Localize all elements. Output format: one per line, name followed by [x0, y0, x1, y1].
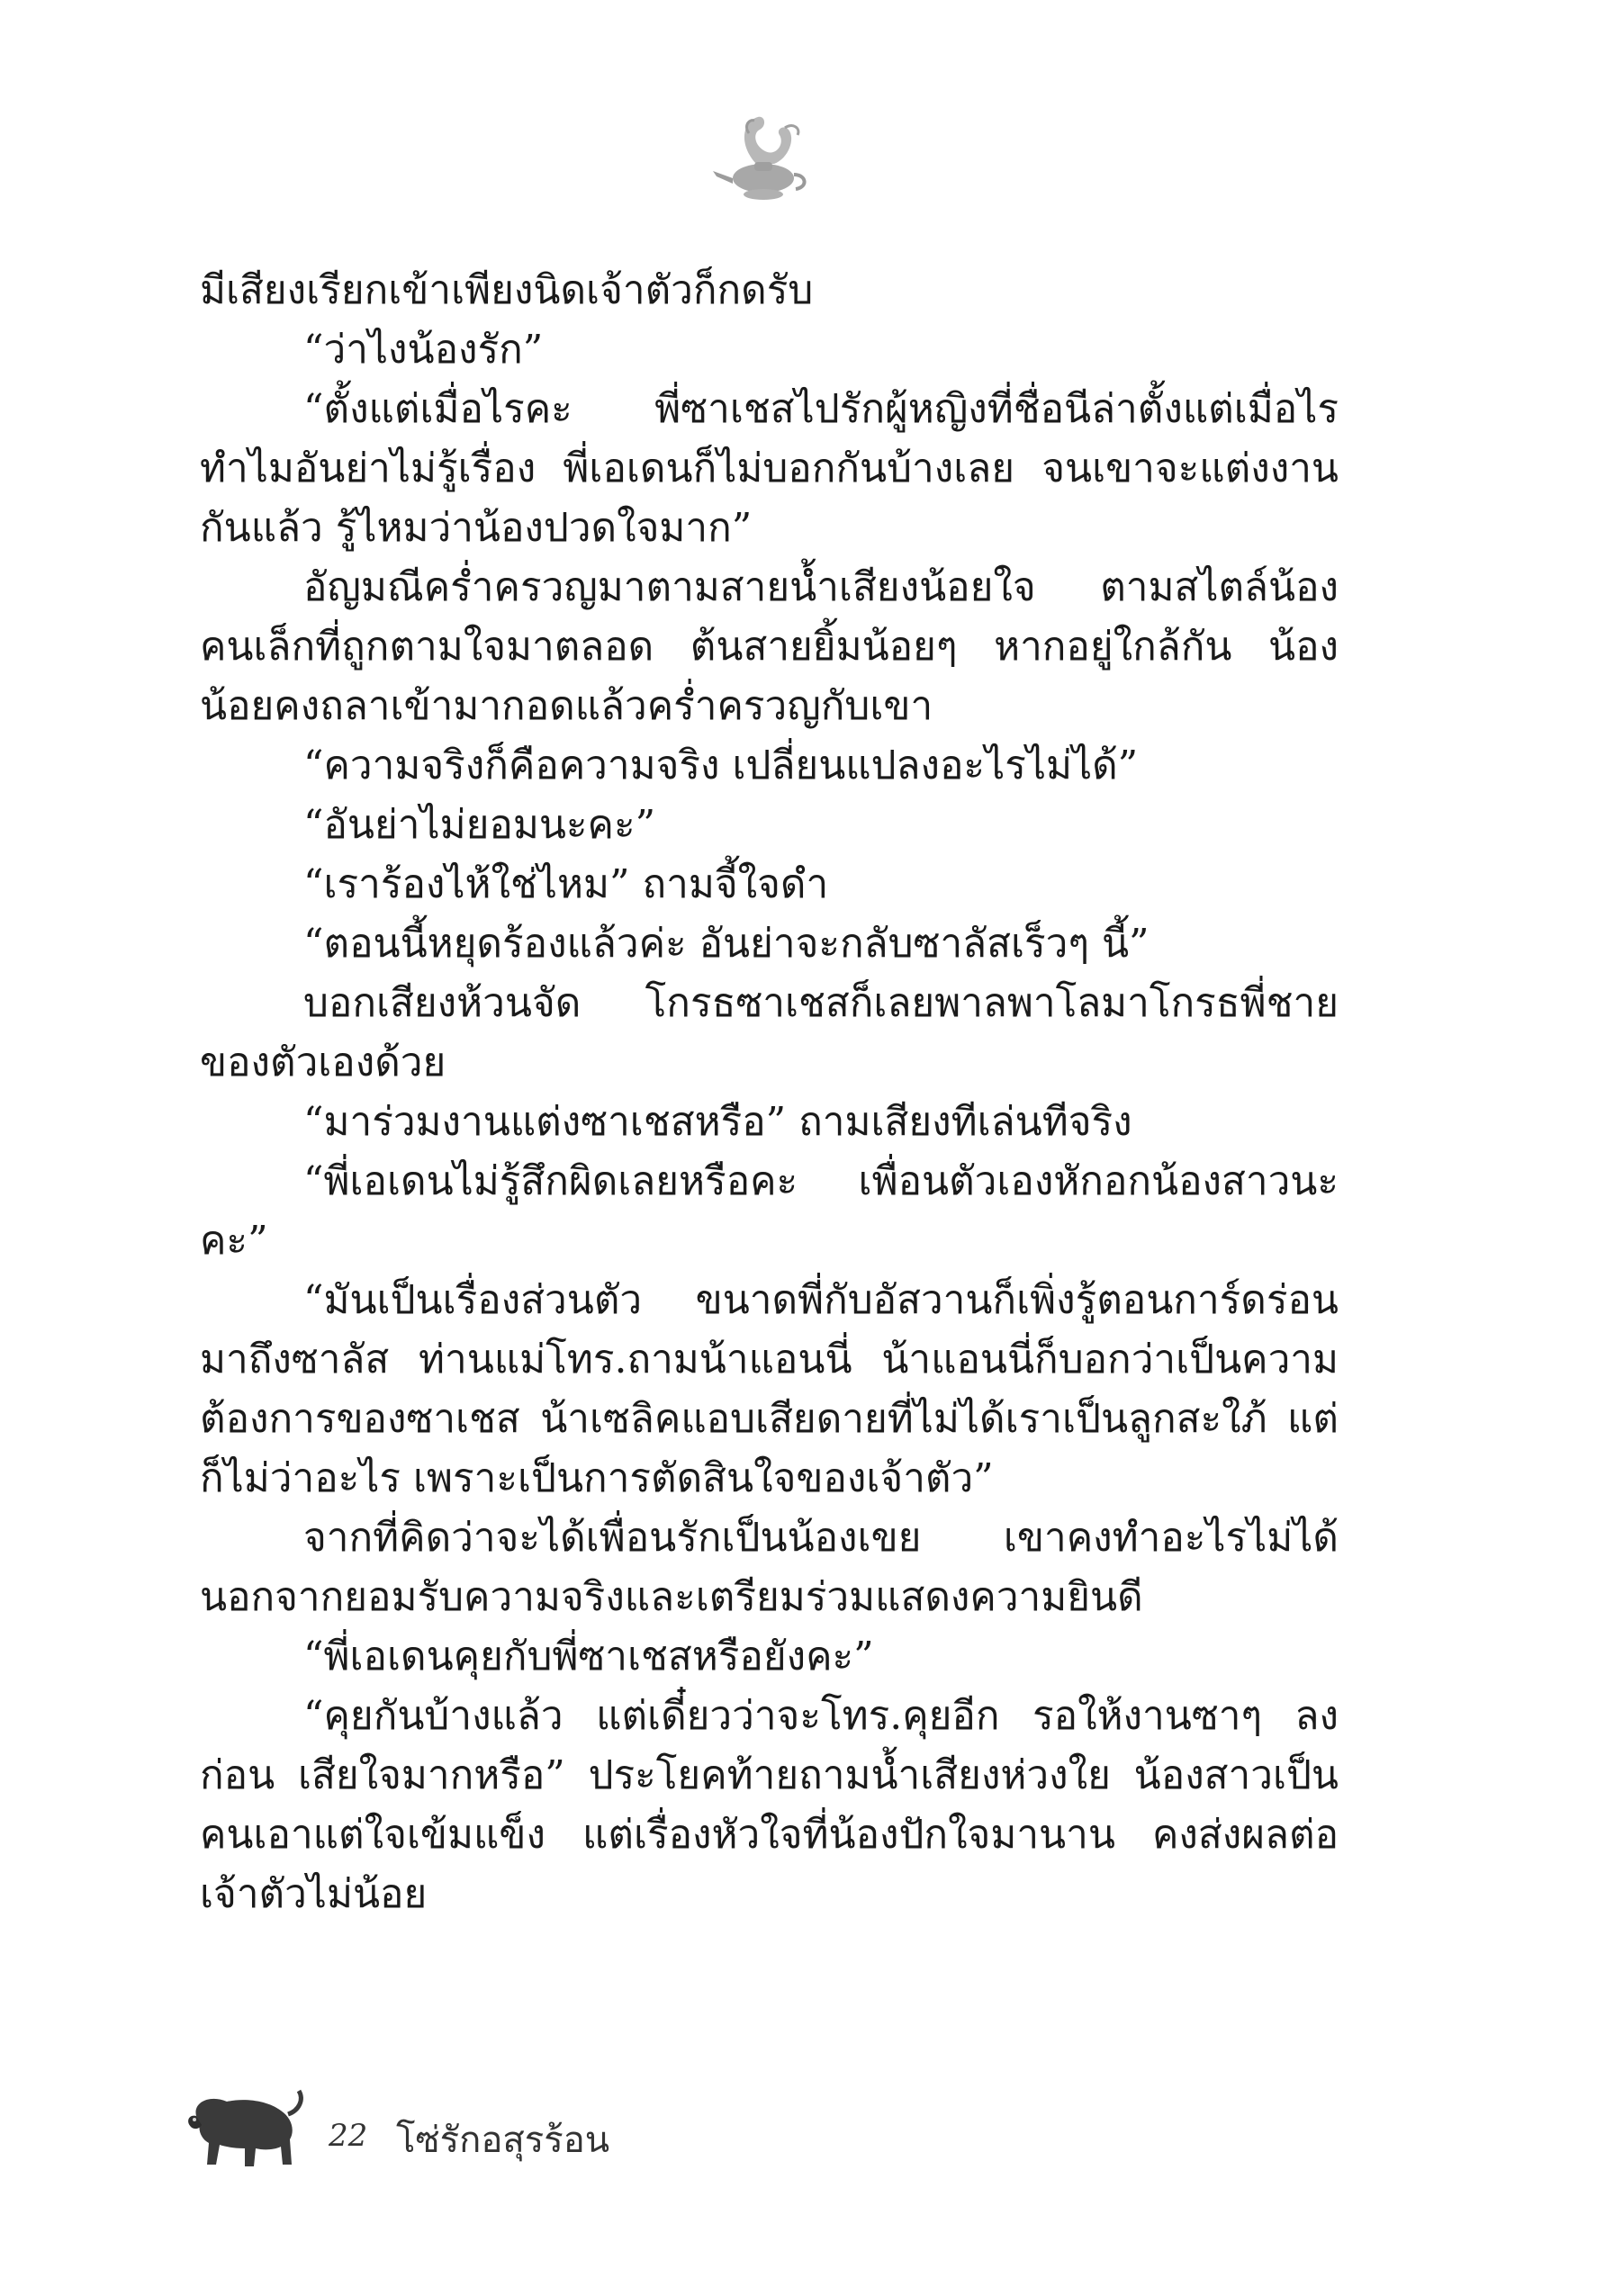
- paragraph: มีเสียงเรียกเข้าเพียงนิดเจ้าตัวก็กดรับ: [200, 267, 814, 313]
- page-footer: [180, 2075, 720, 2183]
- paragraph: อัญมณีคร่ำครวญมาตามสายน้ำเสียงน้อยใจ ตามสไตล์น้องคนเล็กที่ถูกตามใจมาตลอด ต้นสายยิ้มน้อยๆ หากอยู่ใกล้กัน น้องน้อยคงถลาเข้ามากอดแล้วคร่ำครวญกับเขา: [200, 564, 1339, 729]
- paragraph: “มันเป็นเรื่องส่วนตัว ขนาดพี่กับอัสวานก็เพิ่งรู้ตอนการ์ดร่อนมาถึงซาลัส ท่านแม่โทร.ถามน้าแอนนี่ น้าแอนนี่ก็บอกว่าเป็นความต้องการของซาเชส น้าเซลิคแอบเสียดายที่ไม่ได้เราเป็นลูกสะใภ้ แต่ก็ไม่ว่าอะไร เพราะเป็นการตัดสินใจของเจ้าตัว”: [200, 1277, 1339, 1501]
- paragraph: จากที่คิดว่าจะได้เพื่อนรักเป็นน้องเขย เขาคงทำอะไรไม่ได้นอกจากยอมรับความจริงและเตรียมร่วมแสดงความยินดี: [200, 1515, 1339, 1620]
- paragraph: “พี่เอเดนไม่รู้สึกผิดเลยหรือคะ เพื่อนตัวเองหักอกน้องสาวนะคะ”: [200, 1158, 1339, 1264]
- genie-lamp-icon: [702, 108, 819, 225]
- panther-icon: [180, 2075, 306, 2174]
- page-number: 22: [329, 2118, 368, 2154]
- paragraph: “อันย่าไม่ยอมนะคะ”: [303, 802, 656, 848]
- paragraph: บอกเสียงห้วนจัด โกรธซาเชสก็เลยพาลพาโลมาโกรธพี่ชายของตัวเองด้วย: [200, 980, 1339, 1085]
- paragraph: “ความจริงก็คือความจริง เปลี่ยนแปลงอะไรไม่ได้”: [303, 743, 1139, 788]
- paragraph: “มาร่วมงานแต่งซาเชสหรือ” ถามเสียงทีเล่นทีจริง: [303, 1099, 1132, 1145]
- paragraph: “ตั้งแต่เมื่อไรคะ พี่ซาเชสไปรักผู้หญิงที่ชื่อนีล่าตั้งแต่เมื่อไร ทำไมอันย่าไม่รู้เรื่อง พี่เอเดนก็ไม่บอกกันบ้างเลย จนเขาจะแต่งงานกันแล้ว รู้ไหมว่าน้องปวดใจมาก”: [200, 386, 1339, 551]
- paragraph: “พี่เอเดนคุยกับพี่ซาเชสหรือยังคะ”: [303, 1634, 874, 1679]
- main-text: [200, 261, 1339, 1924]
- paragraph: “ว่าไงน้องรัก”: [303, 327, 544, 373]
- paragraph: “ตอนนี้หยุดร้องแล้วค่ะ อันย่าจะกลับซาลัสเร็วๆ นี้”: [303, 921, 1150, 967]
- paragraph: “คุยกันบ้างแล้ว แต่เดี๋ยวว่าจะโทร.คุยอีก รอให้งานซาๆ ลงก่อน เสียใจมากหรือ” ประโยคท้ายถามน้ำเสียงห่วงใย น้องสาวเป็นคนเอาแต่ใจเข้มแข็ง แต่เรื่องหัวใจที่น้องปักใจมานาน คงส่งผลต่อเจ้าตัวไม่น้อย: [200, 1693, 1339, 1917]
- book-title: โซ่รักอสุรร้อน: [396, 2120, 610, 2161]
- paragraph: “เราร้องไห้ใช่ไหม” ถามจี้ใจดำ: [303, 861, 829, 907]
